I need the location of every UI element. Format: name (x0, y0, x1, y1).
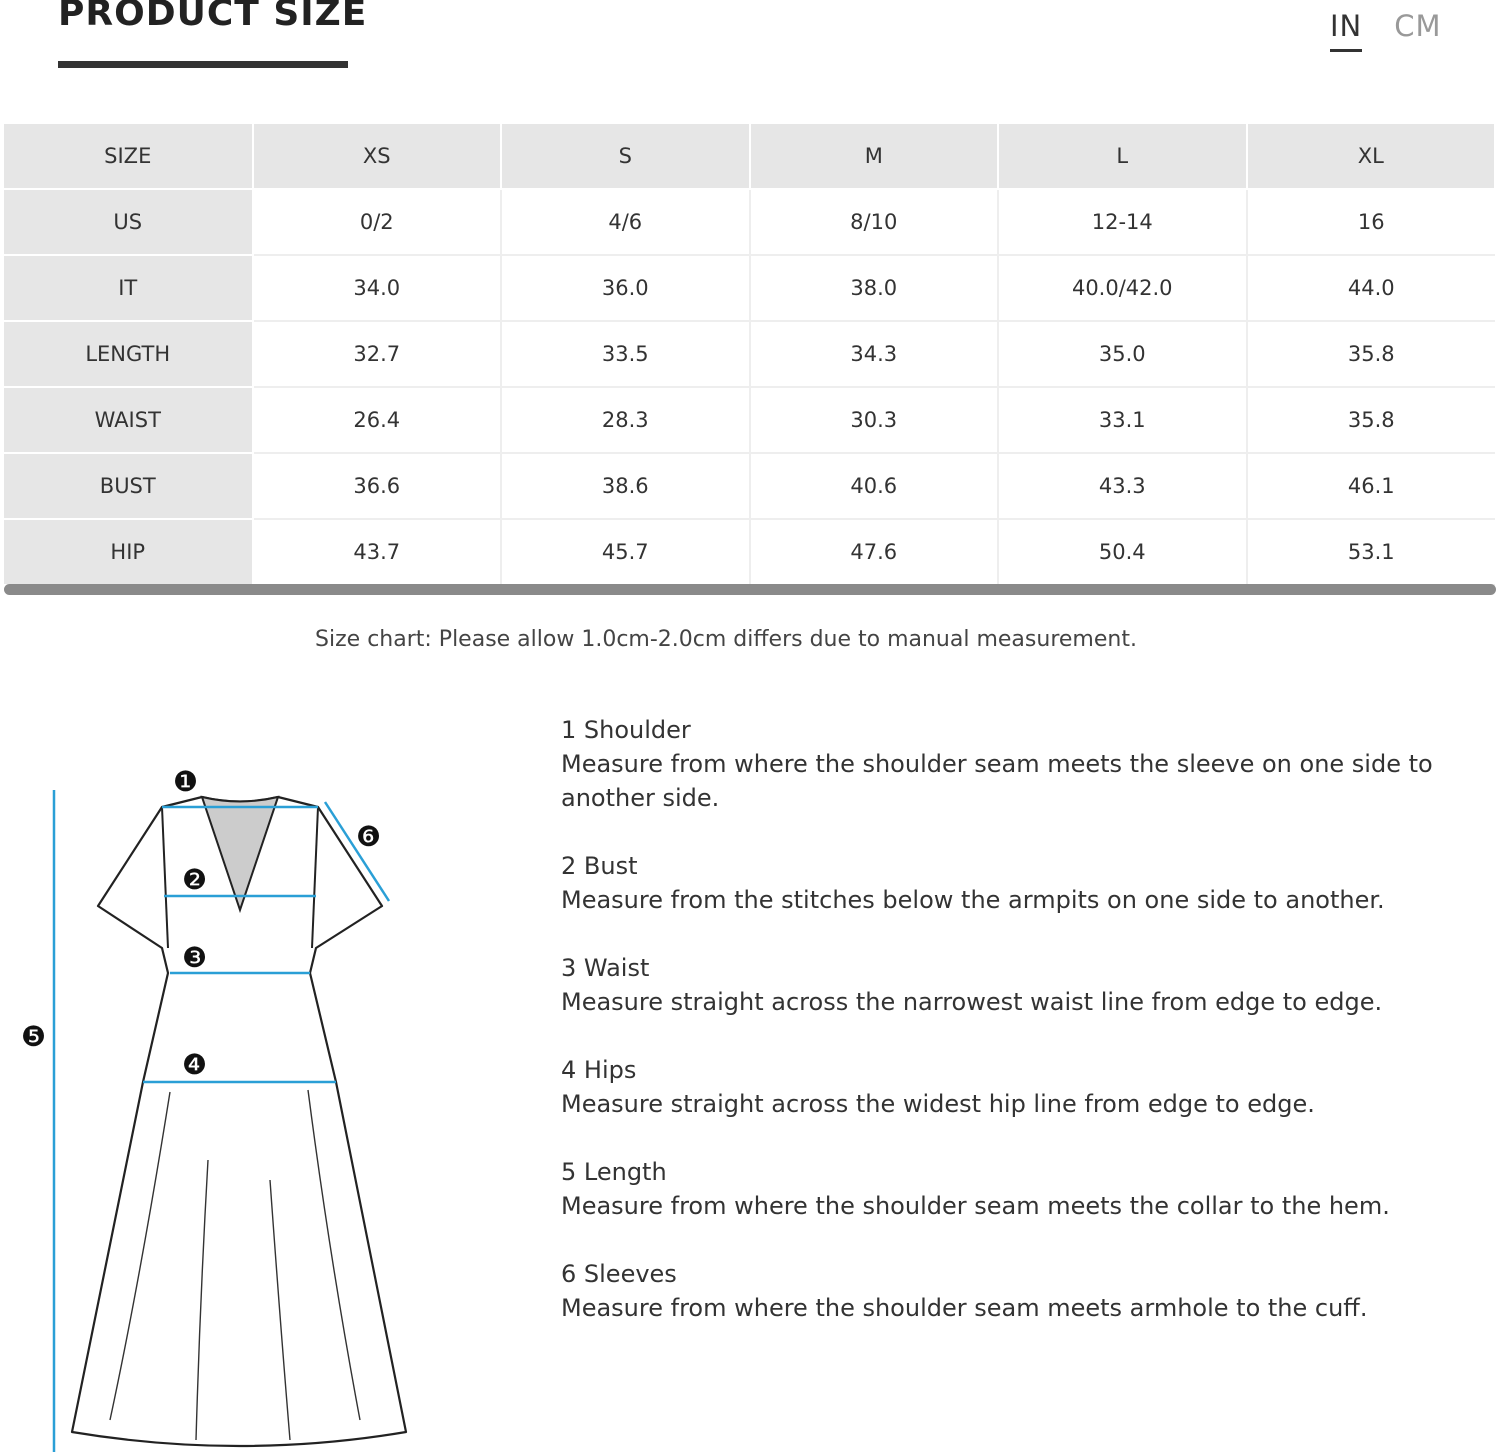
marker-bust-icon: ❷ (182, 863, 208, 896)
marker-waist-icon: ❸ (182, 941, 208, 974)
table-row (4, 255, 1495, 321)
table-cell: 35.8 (1247, 321, 1496, 387)
instruction-title: 5 Length (561, 1158, 667, 1186)
table-cell: 32.7 (253, 321, 502, 387)
size-note: Size chart: Please allow 1.0cm-2.0cm differs due to manual measurement. (315, 627, 1137, 652)
table-cell: 35.8 (1247, 387, 1496, 453)
table-cell: 50.4 (998, 519, 1247, 585)
table-cell: 45.7 (501, 519, 750, 585)
table-cell: 26.4 (253, 387, 502, 453)
instruction-hips (561, 1053, 1461, 1121)
table-row (4, 189, 1495, 255)
table-cell: 34.3 (750, 321, 999, 387)
marker-length-icon: ❺ (21, 1020, 47, 1053)
unit-toggle (1326, 8, 1470, 52)
table-cell: 33.1 (998, 387, 1247, 453)
column-header: SIZE (4, 124, 253, 189)
instruction-shoulder (561, 713, 1461, 815)
instruction-title: 2 Bust (561, 852, 638, 880)
horizontal-scrollbar[interactable] (4, 584, 1496, 595)
table-row (4, 453, 1495, 519)
title-underline (58, 61, 348, 68)
table-cell: 28.3 (501, 387, 750, 453)
column-header: M (750, 124, 999, 189)
row-header: BUST (4, 453, 253, 519)
table-cell: 40.6 (750, 453, 999, 519)
instruction-desc: Measure from where the shoulder seam meets the sleeve on one side to another side. (561, 750, 1433, 812)
instruction-length (561, 1155, 1461, 1223)
unit-cm-button[interactable]: CM (1394, 9, 1442, 43)
table-cell: 4/6 (501, 189, 750, 255)
table-cell: 36.6 (253, 453, 502, 519)
column-header: XL (1247, 124, 1496, 189)
table-cell: 43.7 (253, 519, 502, 585)
table-cell: 35.0 (998, 321, 1247, 387)
column-header: XS (253, 124, 502, 189)
column-header: L (998, 124, 1247, 189)
instruction-bust (561, 849, 1461, 917)
row-header: US (4, 189, 253, 255)
table-cell: 16 (1247, 189, 1496, 255)
marker-shoulder-icon: ❶ (173, 765, 199, 798)
table-cell: 53.1 (1247, 519, 1496, 585)
table-cell: 33.5 (501, 321, 750, 387)
instruction-desc: Measure from where the shoulder seam meets the collar to the hem. (561, 1192, 1390, 1220)
row-header: LENGTH (4, 321, 253, 387)
instruction-waist (561, 951, 1461, 1019)
row-header: IT (4, 255, 253, 321)
instruction-desc: Measure straight across the widest hip line from edge to edge. (561, 1090, 1315, 1118)
table-cell: 46.1 (1247, 453, 1496, 519)
table-row (4, 519, 1495, 585)
table-cell: 38.6 (501, 453, 750, 519)
table-cell: 44.0 (1247, 255, 1496, 321)
table-cell: 43.3 (998, 453, 1247, 519)
measurement-instructions (561, 713, 1461, 1359)
size-table (4, 124, 1496, 586)
instruction-title: 1 Shoulder (561, 716, 691, 744)
table-row (4, 387, 1495, 453)
table-cell: 36.0 (501, 255, 750, 321)
table-cell: 34.0 (253, 255, 502, 321)
table-cell: 40.0/42.0 (998, 255, 1247, 321)
marker-sleeves-icon: ❻ (356, 820, 382, 853)
marker-hips-icon: ❹ (182, 1048, 208, 1081)
instruction-title: 6 Sleeves (561, 1260, 677, 1288)
instruction-sleeves (561, 1257, 1461, 1325)
table-row (4, 321, 1495, 387)
unit-in-button[interactable]: IN (1326, 8, 1366, 52)
table-header-row (4, 124, 1495, 189)
table-cell: 8/10 (750, 189, 999, 255)
table-cell: 38.0 (750, 255, 999, 321)
column-header: S (501, 124, 750, 189)
table-cell: 30.3 (750, 387, 999, 453)
instruction-desc: Measure from where the shoulder seam meets armhole to the cuff. (561, 1294, 1368, 1322)
table-cell: 0/2 (253, 189, 502, 255)
instruction-desc: Measure straight across the narrowest waist line from edge to edge. (561, 988, 1383, 1016)
row-header: HIP (4, 519, 253, 585)
table-cell: 12-14 (998, 189, 1247, 255)
page-title: PRODUCT SIZE (58, 0, 368, 34)
instruction-title: 3 Waist (561, 954, 650, 982)
row-header: WAIST (4, 387, 253, 453)
instruction-title: 4 Hips (561, 1056, 637, 1084)
dress-diagram (0, 760, 420, 1453)
instruction-desc: Measure from the stitches below the armpits on one side to another. (561, 886, 1385, 914)
table-cell: 47.6 (750, 519, 999, 585)
